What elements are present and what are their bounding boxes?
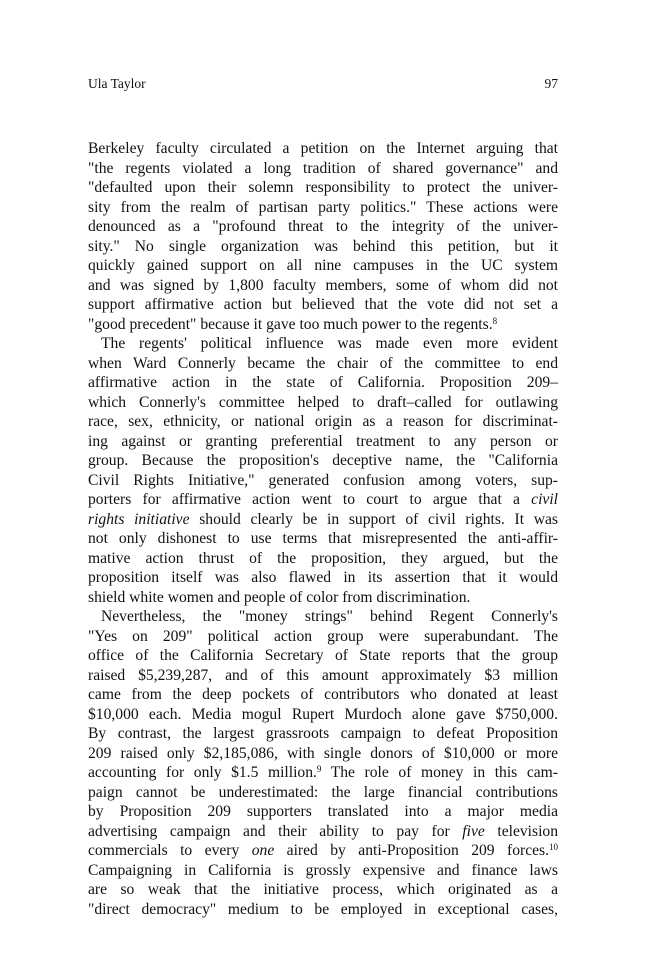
footnote-marker: 9	[316, 764, 322, 774]
text-line: Campaigning in California is grossly expensive and finance laws	[88, 861, 558, 879]
text-line: raised $5,239,287, and of this amount approximately $3 million	[88, 666, 558, 684]
body-text	[88, 139, 558, 919]
text-line: shield white women and people of color from discrimination.	[88, 588, 471, 606]
text-line: which Connerly's committee helped to draft–called for outlawing	[88, 393, 558, 411]
text-line: "the regents violated a long tradition of shared governance" and	[88, 159, 558, 177]
running-head	[88, 76, 558, 96]
text-line: sity." No single organization was behind this petition, but it	[88, 237, 558, 255]
text-line: porters for affirmative action went to court to argue that a civil	[88, 491, 558, 508]
text-line: office of the California Secretary of State reports that the group	[88, 647, 558, 664]
text-line: accounting for only $1.5 million.$^9$ The role of money in this cam-	[88, 764, 559, 781]
text-line: group. Because the proposition's deceptive name, the "California	[88, 452, 558, 469]
text-line: not only dishonest to use terms that misrepresented the anti-affir-	[88, 530, 558, 547]
text-line: $10,000 each. Media mogul Rupert Murdoch alone gave $750,000.	[88, 705, 558, 723]
italic-phrase: rights initiative	[88, 510, 190, 528]
text-line: The regents' political influence was made even more evident	[101, 335, 558, 352]
text-line: By contrast, the largest grassroots campaign to defeat Proposition	[88, 725, 558, 742]
text-line: "good precedent" because it gave too much power to the regents.$^8$	[88, 315, 498, 333]
text-line: and was signed by 1,800 faculty members, some of whom did not	[88, 276, 558, 294]
text-line: ing against or granting preferential treatment to any person or	[88, 432, 558, 450]
text-line: rights initiative should clearly be in support of civil rights. It was	[88, 510, 558, 528]
text-line: commercials to every one aired by anti-Proposition 209 forces.$^{10}$	[88, 842, 559, 859]
text-line: "defaulted upon their solemn responsibility to protect the univer-	[88, 179, 558, 196]
text-line: denounced as a "profound threat to the integrity of the univer-	[88, 218, 558, 235]
text-line: Berkeley faculty circulated a petition on the Internet arguing that	[88, 140, 558, 157]
running-head-author: Ula Taylor	[88, 76, 146, 91]
text-line: came from the deep pockets of contributors who donated at least	[88, 686, 558, 703]
text-line: sity from the realm of partisan party politics." These actions were	[88, 198, 558, 216]
text-line: Civil Rights Initiative," generated confusion among voters, sup-	[88, 471, 558, 489]
text-line: mative action thrust of the proposition, they argued, but the	[88, 549, 558, 567]
text-line: when Ward Connerly became the chair of the committee to end	[88, 354, 558, 372]
page-number: 97	[544, 76, 558, 91]
text-line: paign cannot be underestimated: the large financial contributions	[88, 783, 558, 801]
text-line: proposition itself was also flawed in its assertion that it would	[88, 569, 558, 586]
text-line: quickly gained support on all nine campuses in the UC system	[88, 257, 558, 274]
text-line: support affirmative action but believed that the vote did not set a	[88, 296, 558, 313]
italic-phrase: civil	[531, 491, 558, 508]
footnote-marker: 10	[549, 842, 559, 852]
italic-phrase: one	[251, 842, 275, 859]
italic-phrase: five	[462, 822, 485, 840]
text-line: advertising campaign and their ability to pay for five television	[88, 822, 559, 840]
text-line: 209 raised only $2,185,086, with single donors of $10,000 or more	[88, 744, 558, 762]
text-line: Nevertheless, the "money strings" behind Regent Connerly's	[101, 608, 558, 625]
text-line: "Yes on 209" political action group were superabundant. The	[88, 627, 558, 645]
text-line: race, sex, ethnicity, or national origin as a reason for discriminat-	[88, 413, 558, 430]
footnote-marker: 8	[492, 315, 498, 326]
text-line: by Proposition 209 supporters translated into a major media	[88, 803, 558, 820]
text-line: are so weak that the initiative process, which originated as a	[88, 881, 558, 898]
text-line: affirmative action in the state of California. Proposition 209–	[88, 374, 558, 391]
text-line: "direct democracy" medium to be employed in exceptional cases,	[88, 900, 558, 918]
